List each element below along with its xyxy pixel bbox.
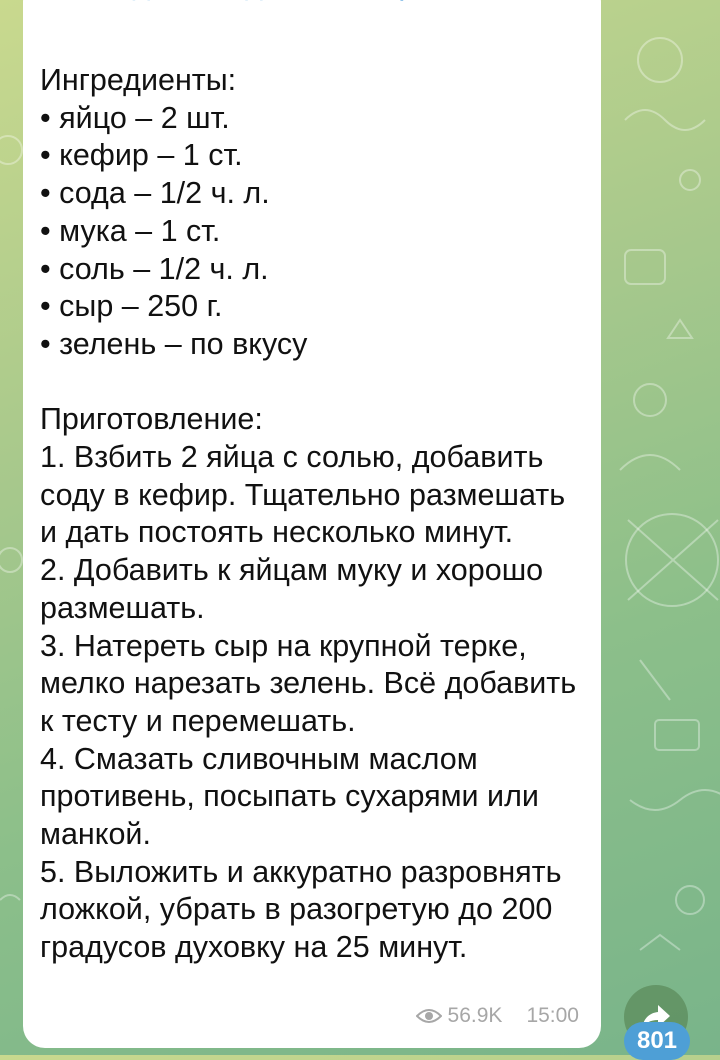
preparation-step: 3. Натереть сыр на крупной терке, мелко нарезать зелень. Всё добавить к тесту и перемешать. — [40, 628, 577, 738]
preparation-step: 2. Добавить к яйцам муку и хорошо размешать. — [40, 553, 544, 625]
list-item: • яйцо – 2 шт. — [40, 100, 580, 138]
message-text — [40, 62, 580, 967]
list-item: • сыр – 250 г. — [40, 288, 580, 326]
hashtags-line[interactable] — [40, 0, 446, 4]
message-time: 15:00 — [526, 1004, 579, 1027]
list-item: • мука – 1 ст. — [40, 213, 580, 251]
views-count: 56.9K — [447, 1004, 503, 1027]
preparation-title: Приготовление: — [40, 402, 263, 437]
unread-count-badge[interactable]: 801 — [624, 1022, 690, 1060]
list-item: • соль – 1/2 ч. л. — [40, 251, 580, 289]
preparation-step: 1. Взбить 2 яйца с солью, добавить соду в кефир. Тщательно размешать и дать постоять несколько минут. — [40, 440, 566, 550]
views-eye-icon — [416, 1008, 442, 1024]
preparation-step: 5. Выложить и аккуратно разровнять ложкой, убрать в разогретую до 200 градусов духовку на 25 минут. — [40, 854, 562, 965]
list-item: • сода – 1/2 ч. л. — [40, 175, 580, 213]
ingredients-title: Ингредиенты: — [40, 63, 237, 97]
message-bubble[interactable] — [23, 0, 601, 1048]
list-item: • кефир – 1 ст. — [40, 137, 580, 175]
message-meta — [416, 1004, 579, 1028]
list-item: • зелень – по вкусу — [40, 326, 580, 364]
ingredients-list — [40, 100, 580, 364]
preparation-step: 4. Смазать сливочным маслом противень, посыпать сухарями или манкой. — [40, 741, 539, 852]
